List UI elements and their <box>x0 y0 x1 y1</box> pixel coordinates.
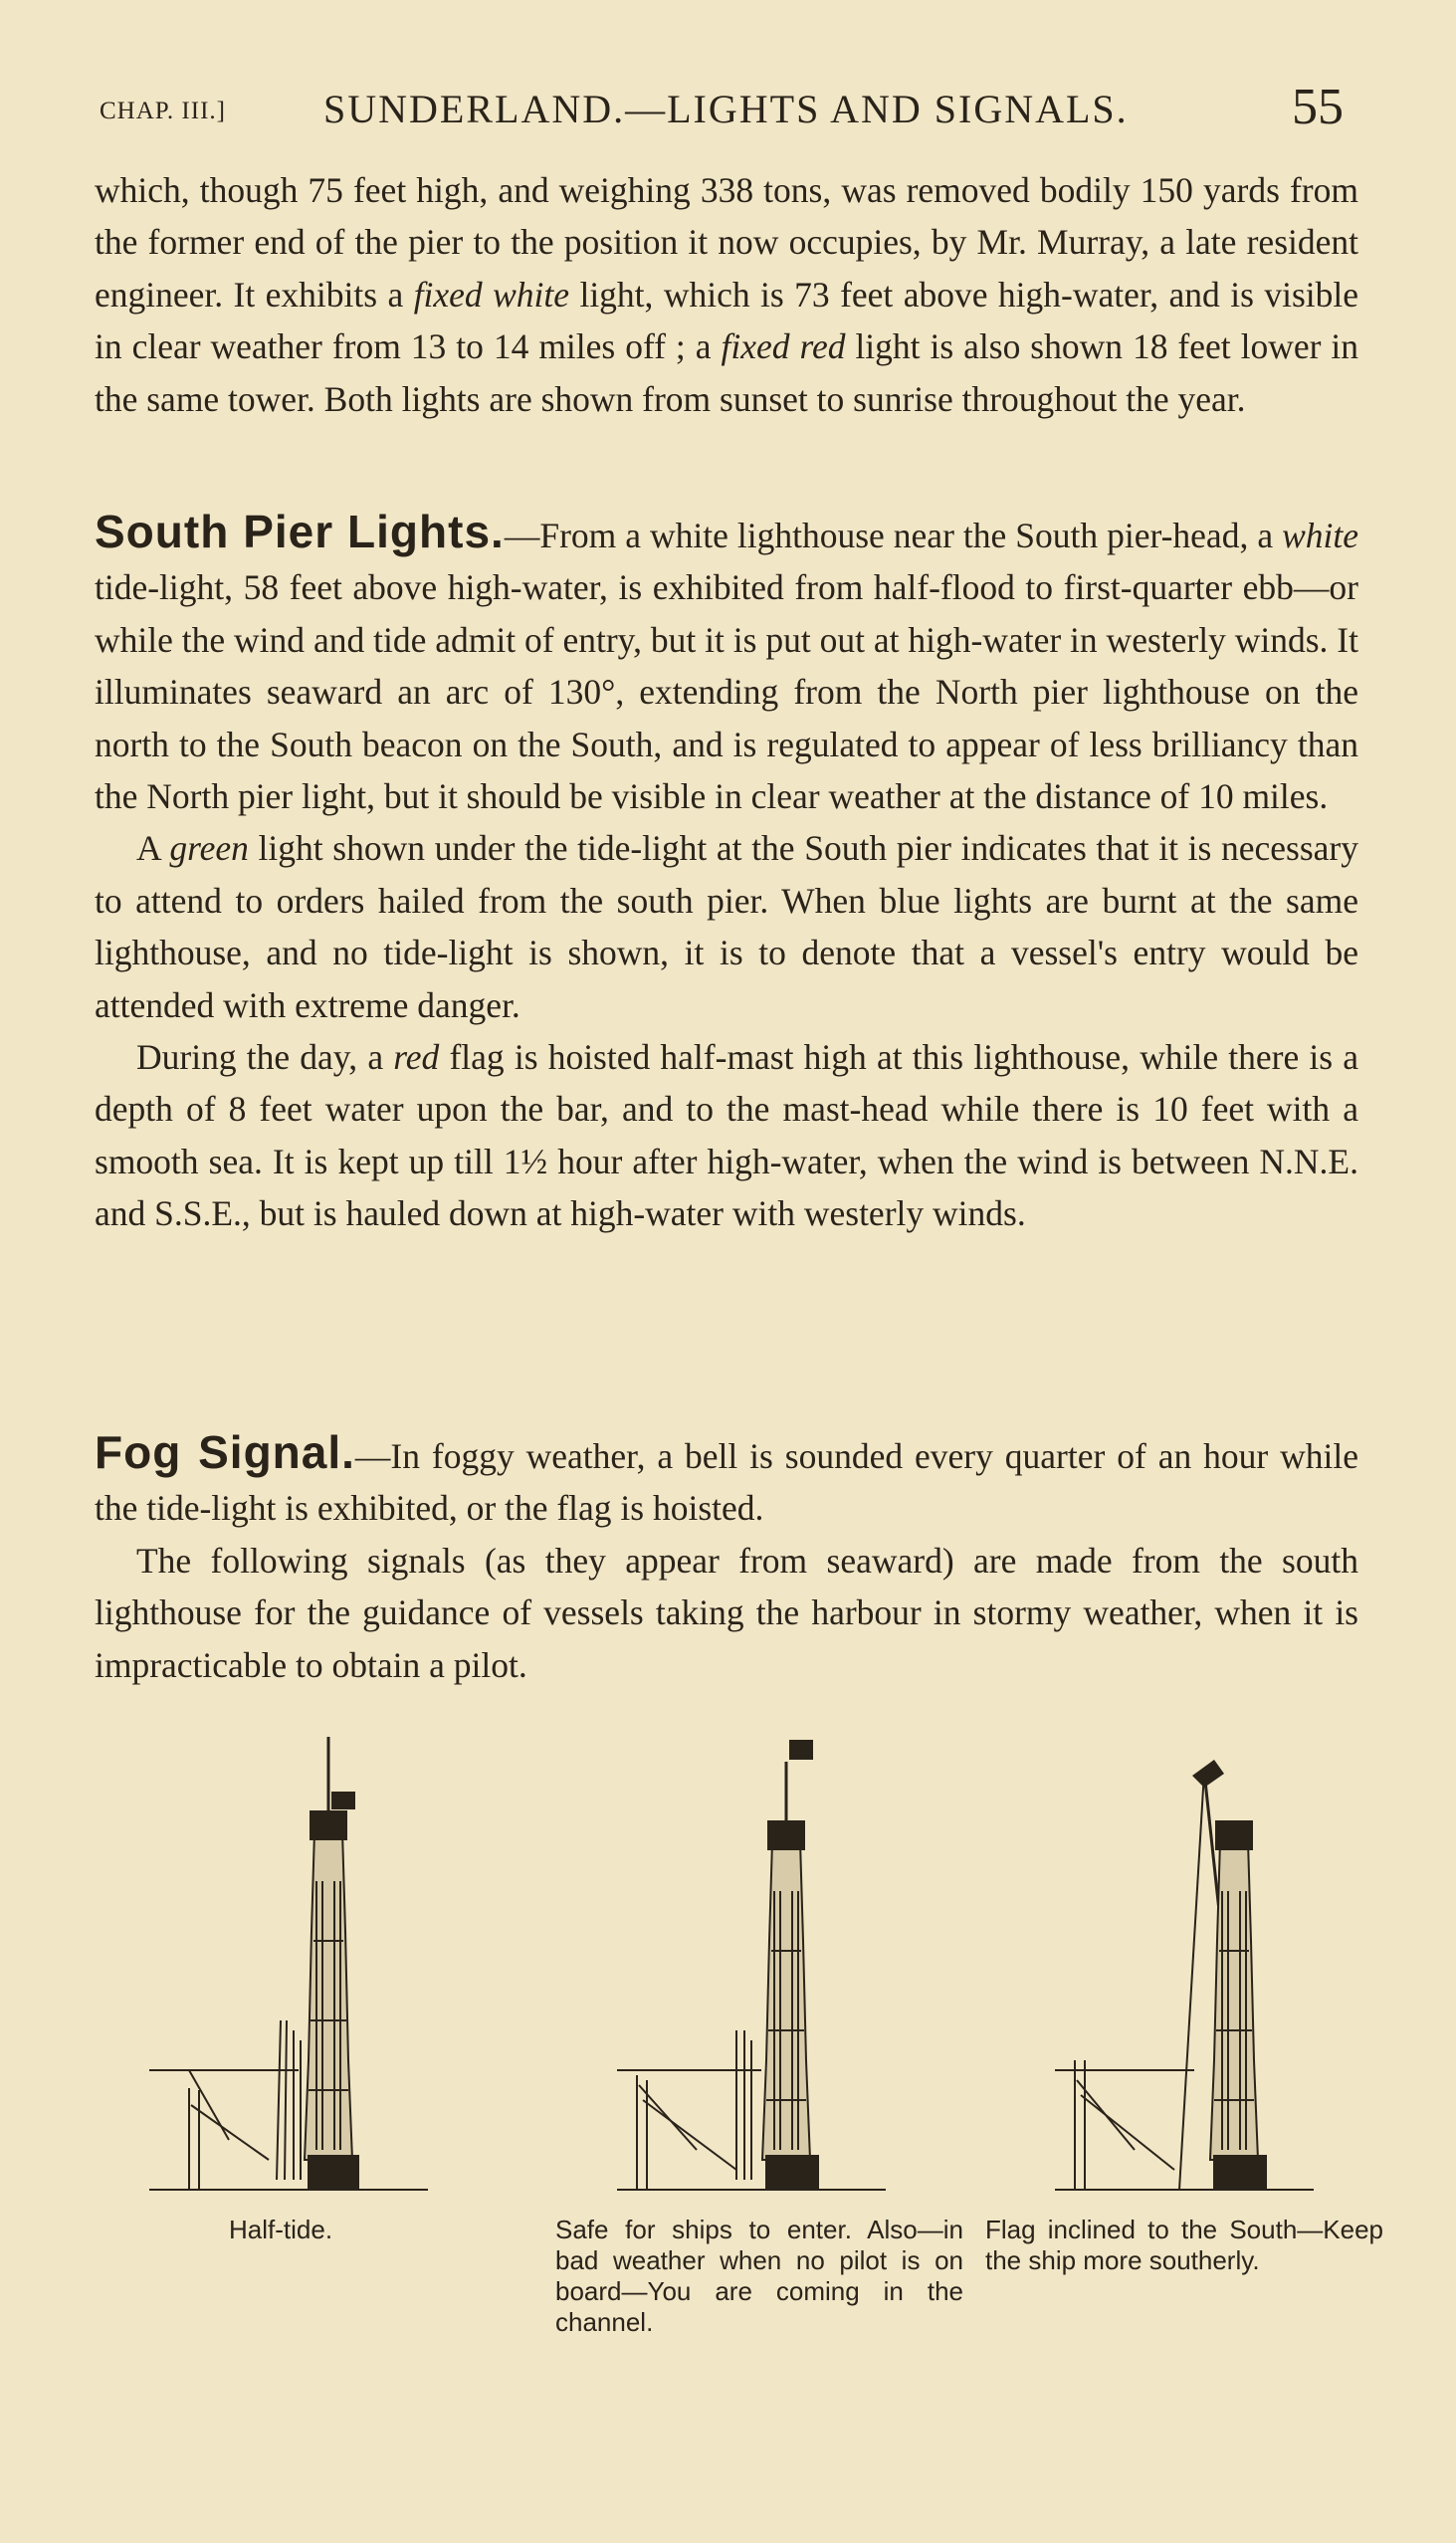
emphasis-green: green <box>169 828 249 869</box>
text-run: —In foggy weather, a bell is sounded every quarter of an hour while the tide-light is exhibited, or the flag is hoisted. <box>95 1436 1358 1529</box>
running-title: SUNDERLAND.—LIGHTS AND SIGNALS. <box>323 87 1129 131</box>
text-run: light shown under the tide-light at the South pier indicates that it is necessary to attend to orders hailed from the south pier. When blue lights are burnt at the same lighthouse, and no tide-light is shown, it is to denote that a vessel's entry would be attended with extreme danger. <box>95 828 1358 1025</box>
text-run: —From a white lighthouse near the South pier-head, a <box>504 516 1283 555</box>
section-fog-signal <box>95 1426 1358 1691</box>
paragraph-green-light <box>95 822 1358 1031</box>
emphasis-red: red <box>393 1037 440 1078</box>
paragraph-signals-intro <box>95 1535 1358 1691</box>
lighthouse-half-tide-illustration <box>149 1732 448 2200</box>
emphasis-fixed-white: fixed white <box>413 274 570 315</box>
heading-south-pier-lights: South Pier Lights. <box>95 506 505 557</box>
paragraph-fog-signal <box>95 1426 1358 1535</box>
heading-fog-signal: Fog Signal. <box>95 1426 355 1478</box>
running-header <box>100 78 1344 147</box>
text-run: light is also shown 18 feet lower in the same tower. Both lights are shown from sunset to sunrise throughout the year. <box>95 326 1359 419</box>
caption-flag-inclined: Flag inclined to the South—Keep the ship more southerly. <box>985 2215 1383 2275</box>
text-run: During the day, a <box>136 1037 394 1078</box>
paragraph-lighthouse-history <box>95 164 1358 425</box>
lighthouse-safe-to-enter-illustration <box>597 1732 896 2200</box>
text-run: light, which is 73 feet above high-water, and is visible in clear weather from 13 to 14 miles off ; a <box>95 274 1358 367</box>
chapter-reference: CHAP. III.] <box>100 98 226 124</box>
lighthouse-flag-inclined-illustration <box>1055 1732 1353 2200</box>
text-run: flag is hoisted half-mast high at this lighthouse, while there is a depth of 8 feet water upon the bar, and to the mast-head while there is 10 feet with a smooth sea. It is kept up till 1½ hour after high-water, when the wind is between N.N.E. and S.S.E., but is hauled down at high-water with westerly winds. <box>95 1037 1359 1234</box>
text-run: which, though 75 feet high, and weighing 338 tons, was removed bodily 150 yards from the former end of the pier to the position it now occupies, by Mr. Murray, a late resident engineer. It exhibits a <box>95 170 1358 315</box>
caption-half-tide: Half-tide. <box>229 2215 333 2244</box>
paragraph-south-pier-lights <box>95 506 1358 822</box>
caption-safe-to-enter: Safe for ships to enter. Also—in bad weather when no pilot is on board—You are coming in the channel. <box>555 2215 963 2337</box>
section-south-pier <box>95 506 1358 1240</box>
text-run: The following signals (as they appear from seaward) are made from the south lighthouse for the guidance of vessels taking the harbour in stormy weather, when it is impracticable to obtain a pilot. <box>95 1540 1358 1685</box>
page-number: 55 <box>1292 79 1344 135</box>
emphasis-fixed-red: fixed red <box>721 326 846 367</box>
text-run: tide-light, 58 feet above high-water, is exhibited from half-flood to first-quarter ebb—or while the wind and tide admit of entry, but it is put out at high-water in westerly winds. It illuminates seaward an arc of 130°, extending from the North pier lighthouse on the north to the South beacon on the South, and is regulated to appear of less brilliancy than the North pier light, but it should be visible in clear weather at the distance of 10 miles. <box>95 567 1358 817</box>
emphasis-white: white <box>1282 516 1358 555</box>
paragraph-red-flag <box>95 1031 1358 1240</box>
text-run: A <box>136 828 170 869</box>
